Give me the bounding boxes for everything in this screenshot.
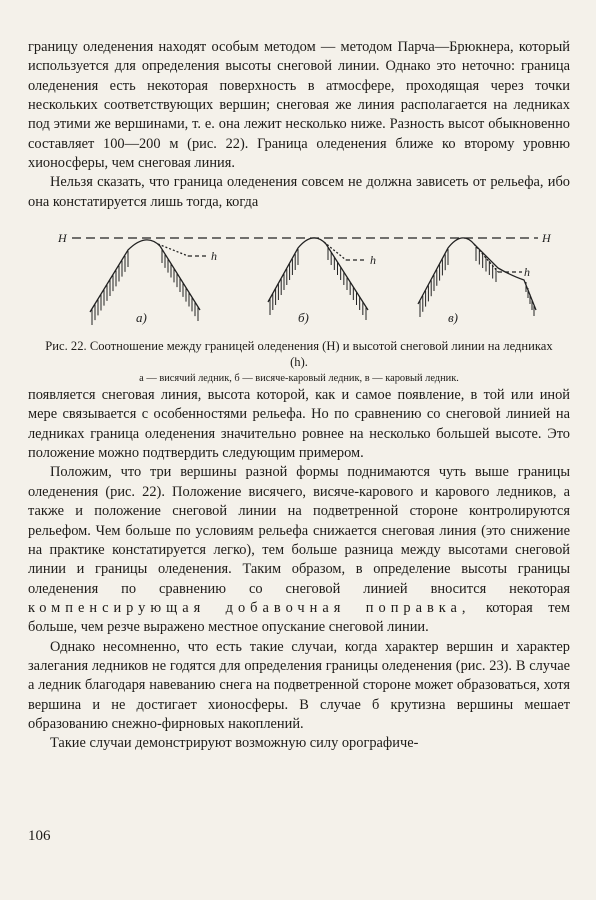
paragraph-4-end: которая тем больше, чем резче выражено местное опускание снеговой линии.: [28, 599, 570, 636]
figure-22-diagram: [28, 230, 570, 334]
paragraph-4-emphasis: компенсирующая добавочная поправка,: [28, 599, 471, 616]
paragraph-4: [28, 463, 570, 637]
panel-label-b: б): [298, 310, 309, 326]
paragraph-3: появляется снеговая линия, высота которой, как и самое появление, в той или иной мере связывается с особенностями рельефа. Но по сравнению со снеговой линией на ледниках граница оледенения значительно ровнее на несколько большей высоте. Это положение можно подтвердить следующим примером.: [28, 387, 570, 462]
label-h-c: h: [524, 265, 530, 280]
caption-main: Рис. 22. Соотношение между границей оледенения (H) и высотой снеговой линии на ледниках (h).: [45, 339, 553, 370]
paragraph-5: Однако несомненно, что есть такие случаи, когда характер вершин и характер залегания ледников не годятся для определения границы оледенения (рис. 23). В случае а ледник благодаря навеванию снега на подветренной стороне может образоваться, хотя вершина и не достигает хионосферы. В случае б крутизна вершины мешает образованию снежно-фирновых накоплений.: [28, 638, 570, 732]
panel-label-a: а): [136, 310, 147, 326]
paragraph-1: границу оледенения находят особым методом — методом Парча—Брюкнера, который используется для определения высоты снеговой линии. Однако это неточно: граница оледенения есть некоторая поверхность в атмосфере, проходящая через точки нескольких соответствующих вершин; снеговая же линия располагается на ледниках под этими же вершинами, т. е. она лежит несколько ниже. Разность высот обыкновенно составляет 100—200 м (рис. 22). Граница оледенения ближе ко второму уровню хионосферы, чем снеговая линия.: [28, 39, 570, 172]
paragraph-2: Нельзя сказать, что граница оледенения совсем не должна зависеть от рельефа, ибо она констатируется лишь тогда, когда: [28, 174, 570, 210]
caption-legend: а — висячий ледник, б — висяче-каровый ледник, в — каровый ледник.: [139, 373, 459, 385]
page-body: [28, 38, 570, 754]
label-H-left: H: [58, 231, 67, 246]
panel-label-c: в): [448, 310, 458, 326]
label-h-a: h: [211, 249, 217, 264]
paragraph-6: Такие случаи демонстрируют возможную силу орографиче-: [50, 735, 419, 752]
label-h-b: h: [370, 253, 376, 268]
figure-22: [28, 230, 570, 334]
page-number: 106: [28, 828, 51, 844]
paragraph-4-start: Положим, что три вершины разной формы поднимаются чуть выше границы оледенения (рис. 22). Положение висячего, висяче-карового и карового ледников, а также и положение снеговой линии на подветренной стороне контролируются рельефом. Чем больше по условиям рельефа снижается снеговая линия (это снижение на практике констатируется легко), тем больше разница между высотами снеговой линии и границы оледенения. Таким образом, в определение высоты границы оледенения по сравнению со снеговой линией вносится некоторая: [28, 464, 570, 597]
label-H-right: H: [542, 231, 551, 246]
figure-caption: [28, 338, 570, 386]
mountain-c: [418, 238, 536, 310]
mountain-a: [90, 240, 208, 312]
